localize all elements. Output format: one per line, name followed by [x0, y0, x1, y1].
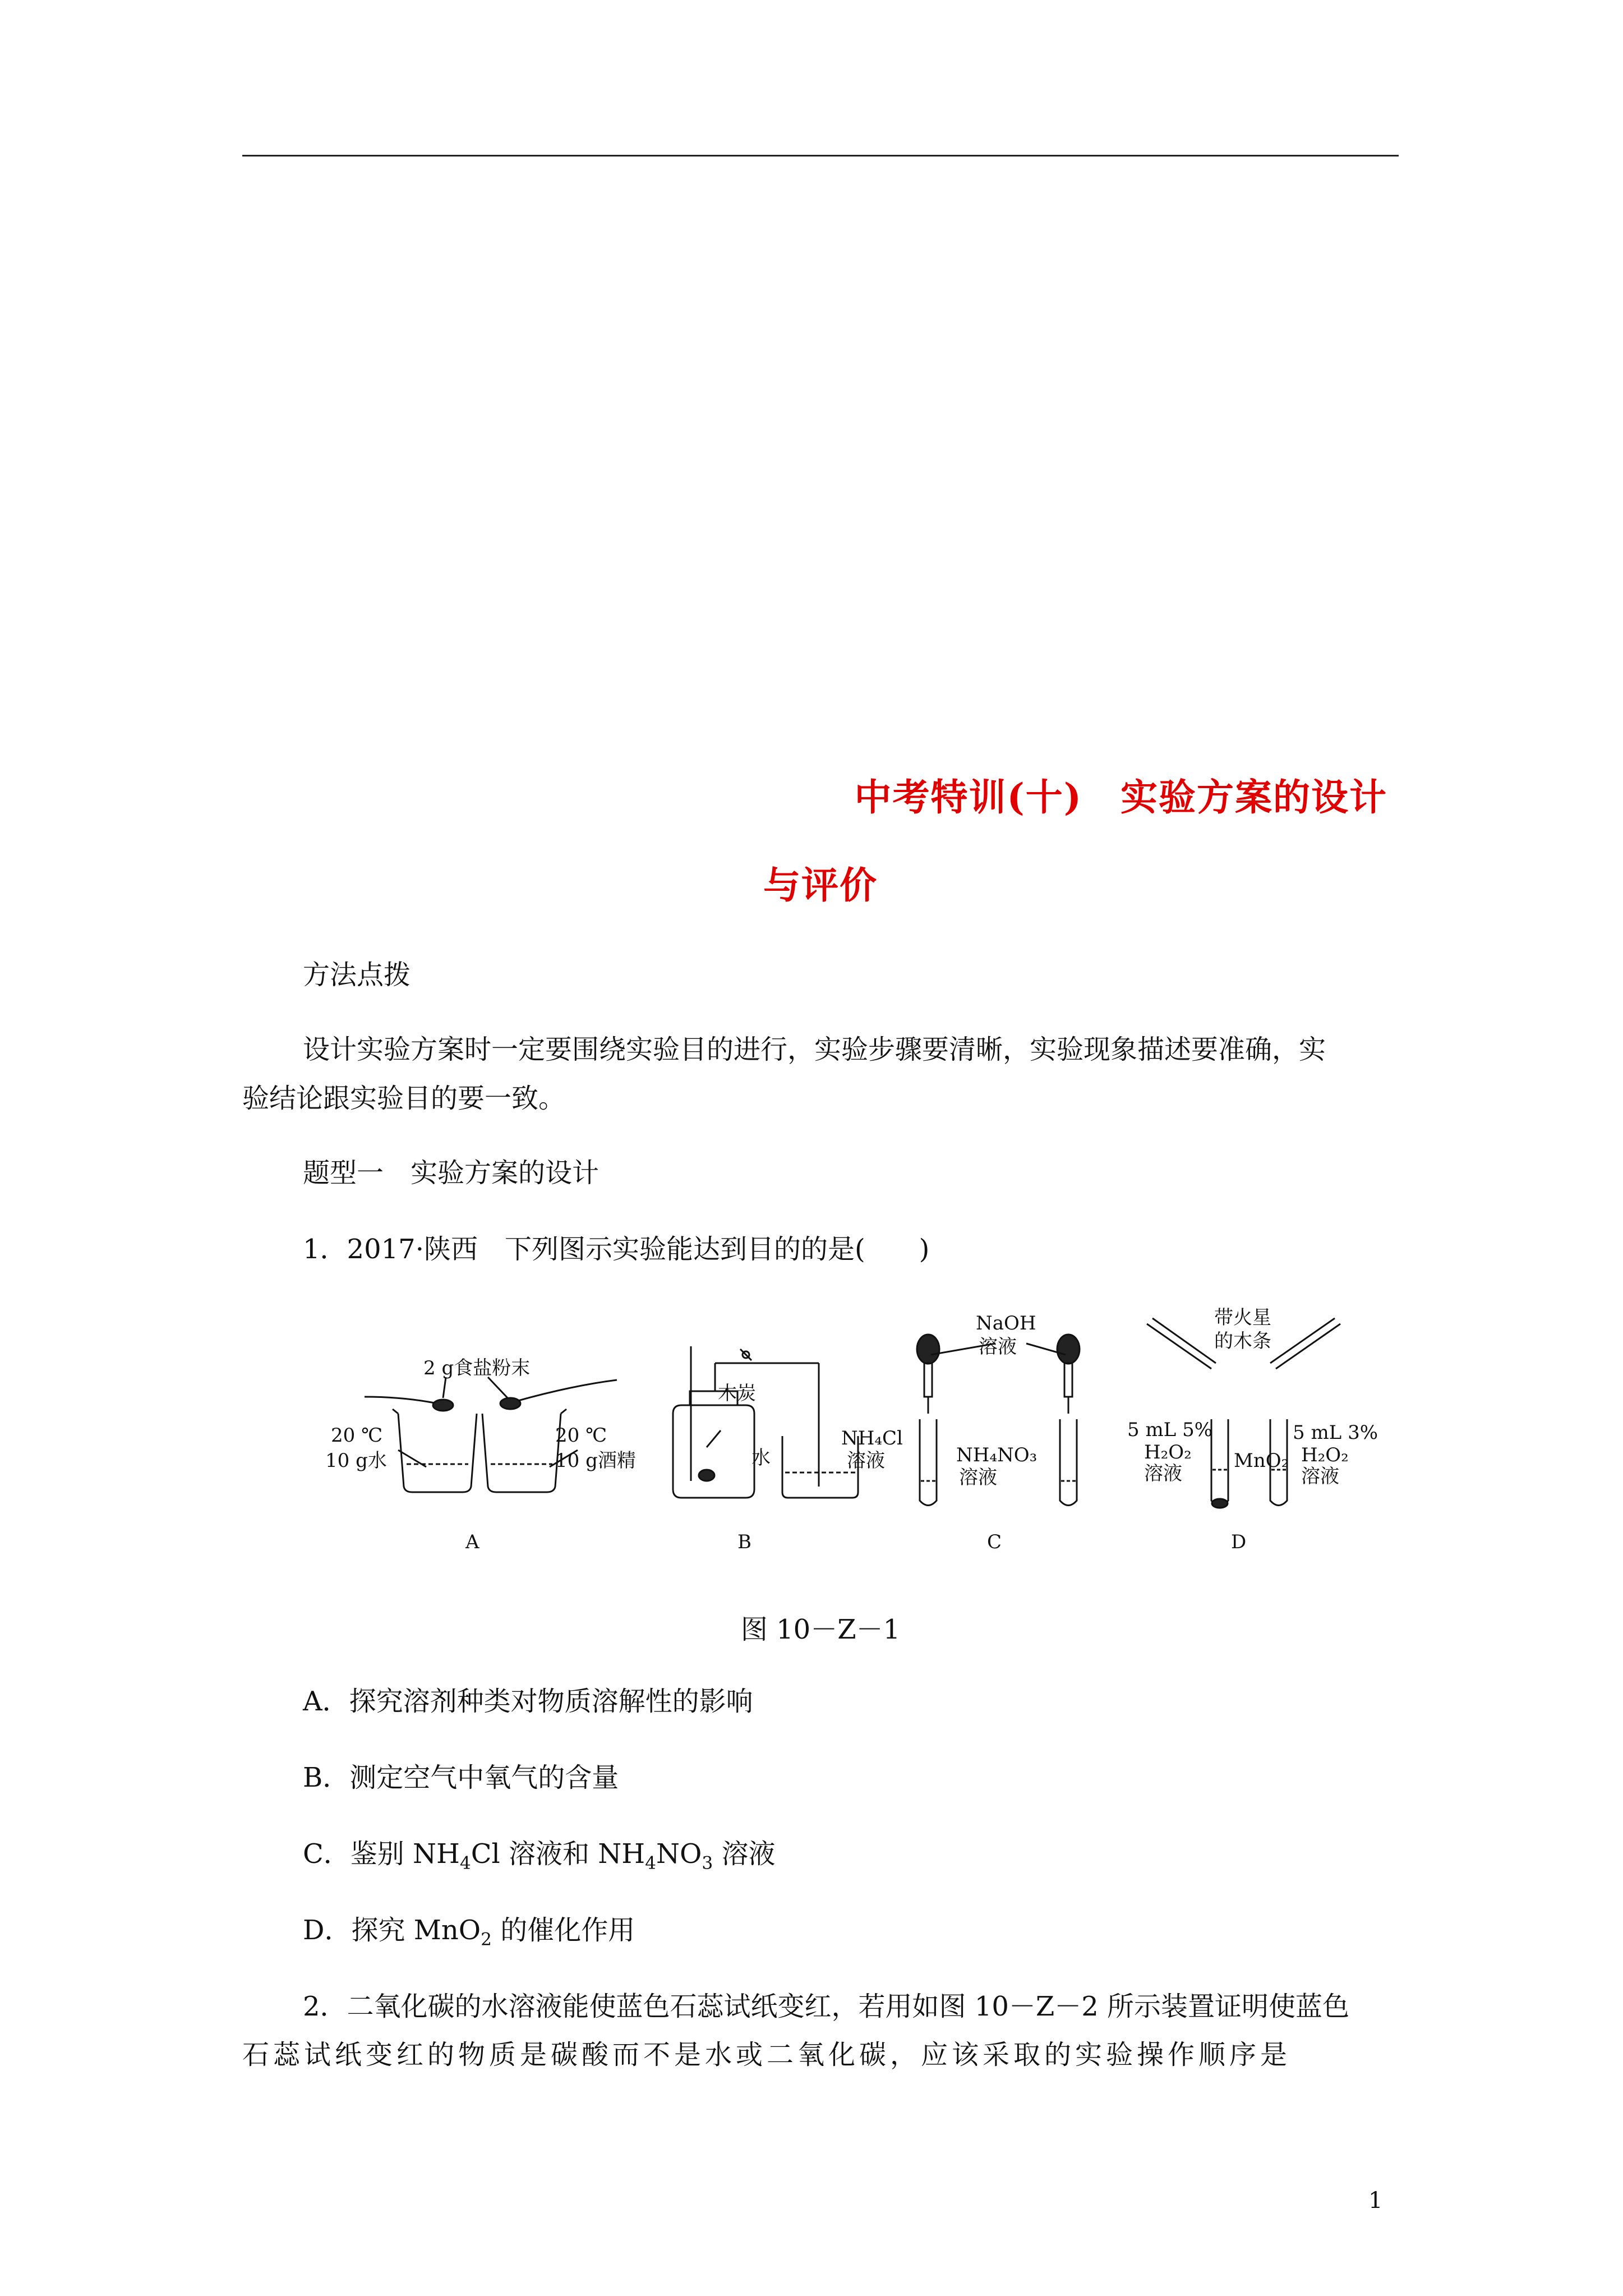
fig-c-nh4no3: NH₄NO₃ [956, 1444, 1038, 1466]
question-2-line2: 石蕊试纸变红的物质是碳酸而不是水或二氧化碳，应该采取的实验操作顺序是 [242, 2039, 1292, 2070]
fig-a-letter: A [465, 1531, 479, 1553]
fig-a-right-solvent: 10 g酒精 [555, 1450, 636, 1472]
glowing-stick-left [1147, 1324, 1211, 1369]
fig-d-left-concentration: 5 mL 5% [1127, 1419, 1213, 1441]
page-number: 1 [1368, 2188, 1383, 2214]
fig-c-nh4no3-solution: 溶液 [959, 1466, 997, 1489]
dropper-left-bulb [917, 1335, 939, 1364]
test-tube-left [920, 1419, 937, 1506]
spoon-right [516, 1380, 617, 1401]
fig-c-nh4cl: NH₄Cl [841, 1427, 903, 1450]
question-1-option-b: B．测定空气中氧气的含量 [303, 1762, 619, 1793]
fig-b-charcoal: 木炭 [718, 1382, 756, 1405]
fig-d-right-solution: 溶液 [1301, 1465, 1339, 1488]
fig-d-left-h2o2: H₂O₂ [1144, 1441, 1192, 1464]
test-tube-right [1060, 1419, 1077, 1506]
fig-c-naoh: NaOH [976, 1312, 1036, 1335]
fig-d-mno2: MnO₂ [1234, 1450, 1289, 1472]
fig-b-water: 水 [751, 1447, 771, 1469]
test-tube-d-left [1211, 1419, 1228, 1506]
fig-d-stick-line1: 带火星 [1214, 1306, 1271, 1329]
beaker-left [398, 1414, 477, 1492]
beaker-right [482, 1414, 561, 1492]
type1-heading: 题型一 实验方案的设计 [303, 1157, 600, 1189]
question-1-option-a: A．探究溶剂种类对物质溶解性的影响 [303, 1686, 753, 1717]
figure-caption: 图 10－Z－1 [740, 1614, 901, 1645]
experiment-figure [303, 1301, 1402, 1571]
fig-c-nh4cl-solution: 溶液 [847, 1450, 885, 1472]
method-text-line1: 设计实验方案时一定要围绕实验目的进行，实验步骤要清晰，实验现象描述要准确，实 [303, 1034, 1326, 1065]
dropper-right-bulb [1057, 1335, 1080, 1364]
question-1-option-d: D．探究 MnO$_2$ 的催化作用 [303, 1915, 635, 1950]
page-title-line2: 与评价 [763, 863, 878, 907]
fig-c-naoh-solution: 溶液 [979, 1336, 1017, 1358]
fig-a-left-temp: 20 ℃ [331, 1424, 383, 1447]
spoon-left [365, 1397, 437, 1404]
fig-a-left-solvent: 10 g水 [325, 1450, 387, 1472]
header-rule [242, 155, 1399, 157]
method-text-line2: 验结论跟实验目的要一致。 [242, 1083, 566, 1114]
fig-a-label: 2 g食盐粉末 [423, 1357, 531, 1379]
fig-d-stick-line2: 的木条 [1214, 1330, 1271, 1352]
fig-d-right-h2o2: H₂O₂ [1301, 1444, 1349, 1466]
fig-d-letter: D [1231, 1531, 1247, 1553]
fig-c-letter: C [987, 1531, 1002, 1553]
fig-d-left-solution: 溶液 [1144, 1462, 1182, 1485]
question-2-line1: 2．二氧化碳的水溶液能使蓝色石蕊试纸变红，若用如图 10－Z－2 所示装置证明使蓝色 [303, 1991, 1350, 2022]
page-title-line1: 中考特训(十) 实验方案的设计 [854, 775, 1387, 819]
question-1-option-c: C．鉴别 $NH_4Cl$ 溶液和 $NH_4NO_3$ 溶液 [303, 1838, 776, 1874]
gas-jar [673, 1405, 754, 1498]
fig-d-right-concentration: 5 mL 3% [1293, 1421, 1378, 1444]
fig-a-right-temp: 20 ℃ [555, 1424, 607, 1447]
question-1-stem: 1．2017·陕西 下列图示实验能达到目的的是( ) [303, 1234, 930, 1265]
glowing-stick-right [1270, 1318, 1335, 1363]
fig-b-letter: B [737, 1531, 751, 1553]
method-heading: 方法点拨 [303, 959, 411, 991]
